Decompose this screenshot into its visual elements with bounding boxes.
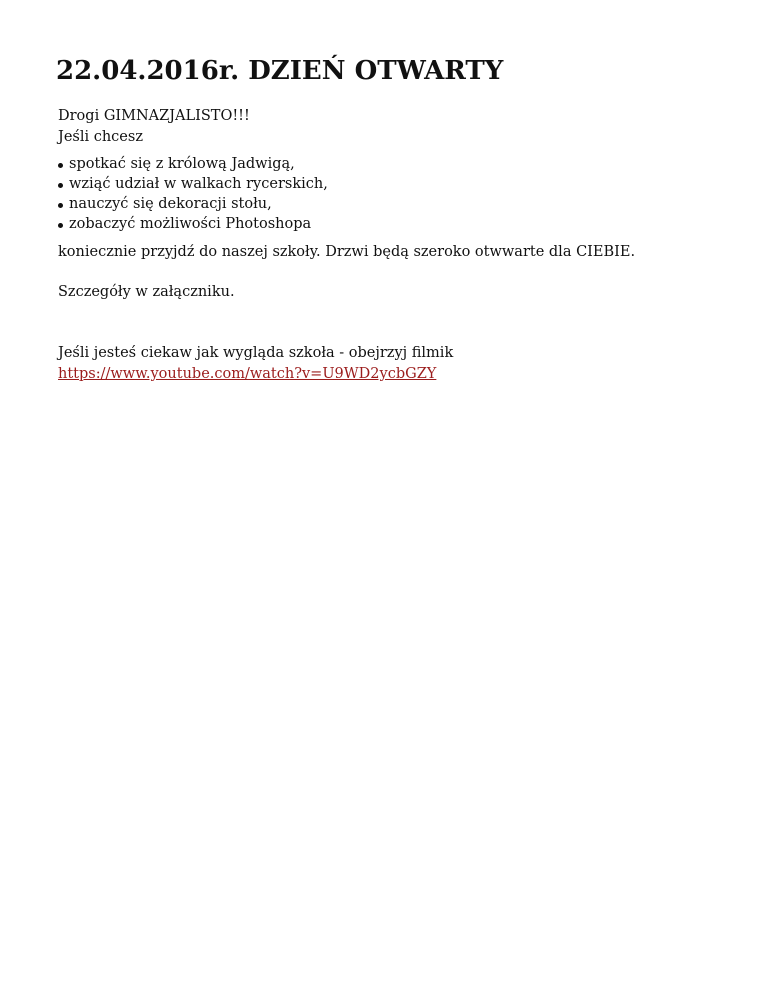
invitation-text: koniecznie przyjdź do naszej szkoły. Drzwi będą szeroko otwwarte dla CIEBIE.: [58, 244, 636, 260]
list-item: wziąć udział w walkach rycerskich,: [58, 174, 736, 194]
article: [56, 52, 736, 385]
video-link[interactable]: https://www.youtube.com/watch?v=U9WD2ycbGZY: [58, 366, 437, 382]
page-title: 22.04.2016r. DZIEŃ OTWARTY: [56, 56, 504, 86]
activities-list: [58, 154, 736, 234]
list-item: nauczyć się dekoracji stołu,: [58, 194, 736, 214]
list-item: zobaczyć możliwości Photoshopa: [58, 214, 736, 234]
intro-text: Jeśli chcesz: [58, 129, 143, 145]
greeting-text: Drogi GIMNAZJALISTO!!!: [58, 108, 250, 124]
attachment-note: Szczegóły w załączniku.: [58, 284, 235, 300]
list-item: spotkać się z królową Jadwigą,: [58, 154, 736, 174]
video-text: Jeśli jesteś ciekaw jak wygląda szkoła - obejrzyj filmik: [58, 345, 454, 361]
article-body: [58, 106, 736, 385]
